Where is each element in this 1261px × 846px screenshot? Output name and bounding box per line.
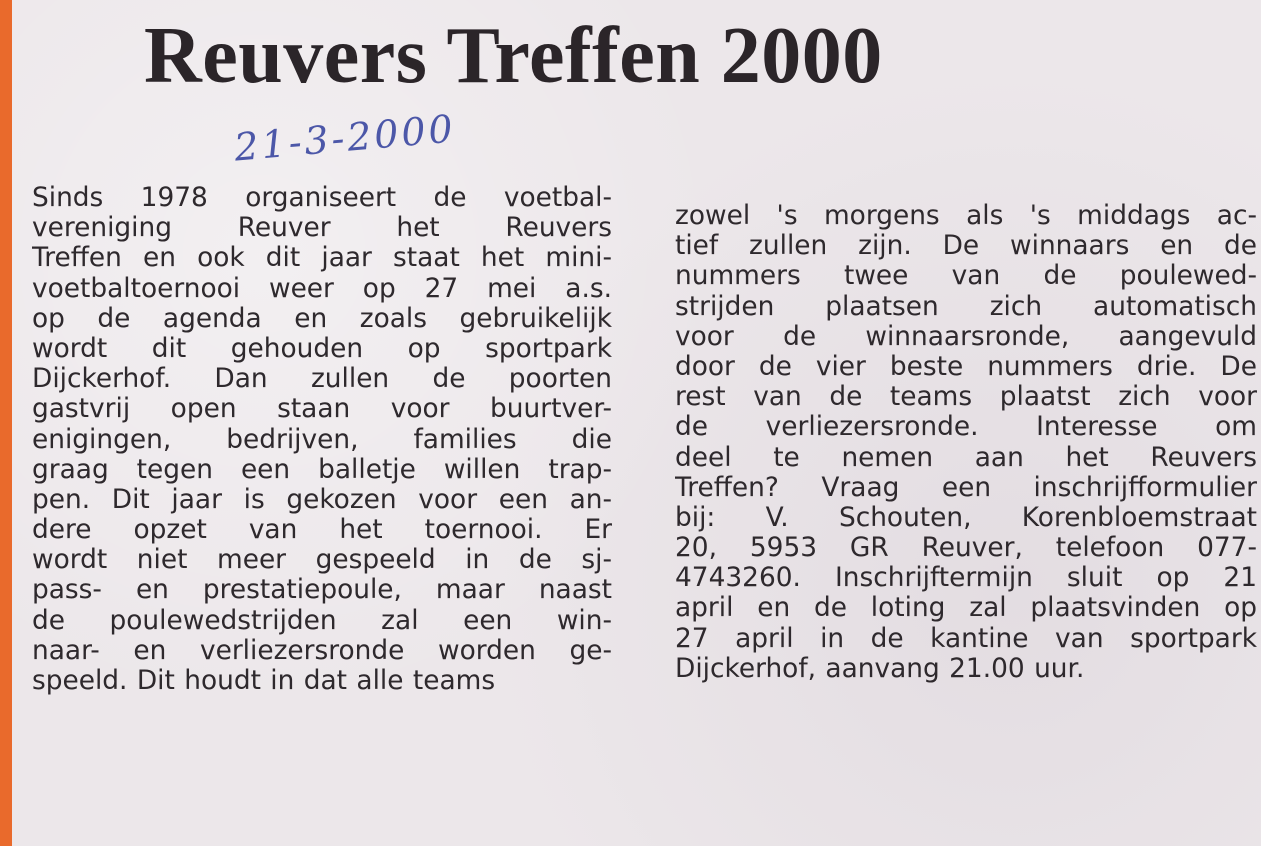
article-line: 4743260. Inschrijftermijn sluit op 21 xyxy=(675,563,1257,594)
handwritten-date: 21-3-2000 xyxy=(232,106,458,170)
article-line: Dijckerhof, aanvang 21.00 uur. xyxy=(675,653,1085,684)
article-line: nummers twee van de poulewed- xyxy=(675,261,1257,292)
article-line: 20, 5953 GR Reuver, telefoon 077- xyxy=(675,533,1257,564)
article-column-right xyxy=(675,201,1257,684)
article-line: tief zullen zijn. De winnaars en de xyxy=(675,231,1257,262)
article-line: de poulewedstrijden zal een win- xyxy=(32,605,612,636)
article-line: zowel 's morgens als 's middags ac- xyxy=(675,201,1257,231)
article-column-left xyxy=(32,183,612,696)
article-line: wordt dit gehouden op sportpark xyxy=(32,333,612,364)
article-line: Treffen? Vraag een inschrijfformulier xyxy=(675,472,1257,503)
article-line: wordt niet meer gespeeld in de sj- xyxy=(32,545,612,576)
article-line: vereniging Reuver het Reuvers xyxy=(32,213,612,244)
article-line: gastvrij open staan voor buurtver- xyxy=(32,394,612,425)
article-title: Reuvers Treffen 2000 xyxy=(144,12,883,100)
article-line: graag tegen een balletje willen trap- xyxy=(32,454,612,485)
article-line: naar- en verliezersronde worden ge- xyxy=(32,635,612,666)
article-line: de verliezersronde. Interesse om xyxy=(675,412,1257,443)
article-line: door de vier beste nummers drie. De xyxy=(675,351,1257,382)
article-line: rest van de teams plaatst zich voor xyxy=(675,382,1257,413)
article-line: pen. Dit jaar is gekozen voor een an- xyxy=(32,484,612,515)
article-line: Treffen en ook dit jaar staat het mini- xyxy=(32,243,612,274)
article-line: voor de winnaarsronde, aangevuld xyxy=(675,321,1257,352)
article-line: pass- en prestatiepoule, maar naast xyxy=(32,575,612,606)
article-line: strijden plaatsen zich automatisch xyxy=(675,291,1257,322)
article-line: op de agenda en zoals gebruikelijk xyxy=(32,303,612,334)
article-line: bij: V. Schouten, Korenbloemstraat xyxy=(675,502,1257,533)
article-line: Sinds 1978 organiseert de voetbal- xyxy=(32,183,612,213)
article-line: Dijckerhof. Dan zullen de poorten xyxy=(32,364,612,395)
article-line: 27 april in de kantine van sportpark xyxy=(675,623,1257,654)
article-line: voetbaltoernooi weer op 27 mei a.s. xyxy=(32,273,612,304)
article-line: dere opzet van het toernooi. Er xyxy=(32,515,612,546)
article-line: speeld. Dit houdt in dat alle teams xyxy=(32,666,496,696)
newspaper-clipping xyxy=(12,0,1261,846)
article-line: april en de loting zal plaatsvinden op xyxy=(675,593,1257,624)
article-line: enigingen, bedrijven, families die xyxy=(32,424,612,455)
article-line: deel te nemen aan het Reuvers xyxy=(675,442,1257,473)
